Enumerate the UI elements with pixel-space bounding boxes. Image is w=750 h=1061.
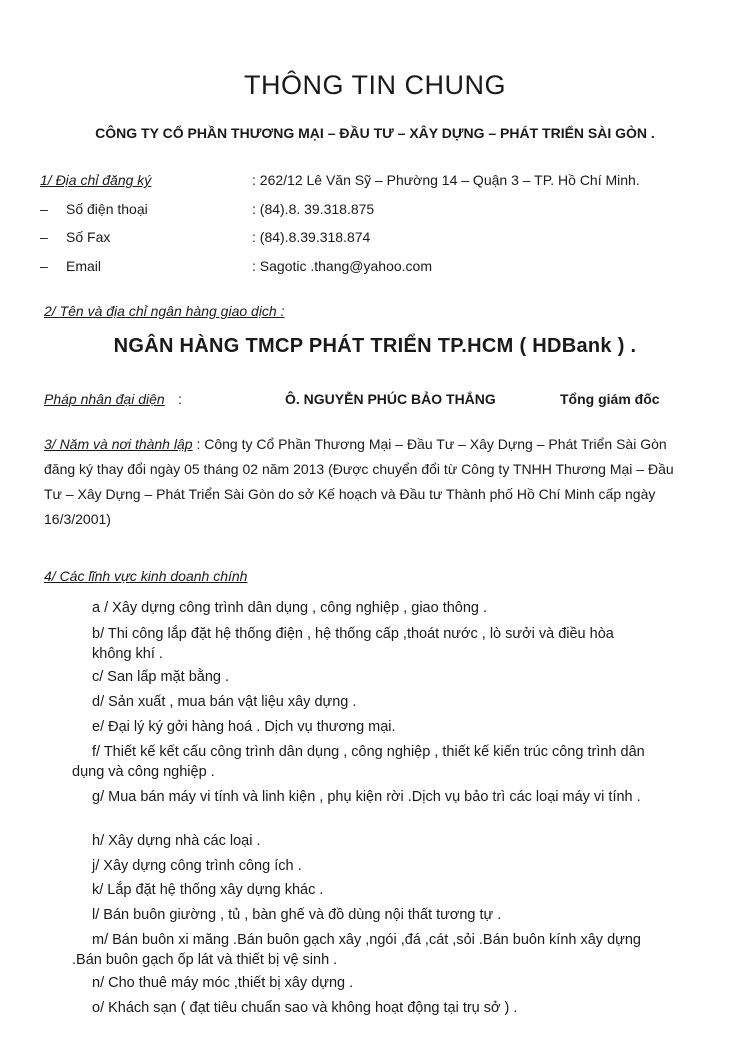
establishment-text: : Công ty Cổ Phần Thương Mại – Đầu Tư – Xây Dựng – Phát Triển Sài Gòn đăng ký thay đổi ngày 05 tháng 02 năm 2013 (Được chuyển đổi từ Công ty TNHH Thương Mại – Đầu Tư – Xây Dựng – Phát Triển Sài Gòn do sở Kế hoạch và Đầu tư Thành phố Hồ Chí Minh cấp ngày 16/3/2001) [44,436,674,527]
phone-label: Số điện thoại [66,201,148,217]
fax-value: : (84).8.39.318.874 [252,229,371,245]
address-value: : 262/12 Lê Văn Sỹ – Phường 14 – Quận 3 – TP. Hồ Chí Minh. [252,172,640,188]
business-item: e/ Đại lý ký gởi hàng hoá . Dịch vụ thương mại. [92,719,396,735]
business-item-text: b/ Thi công lắp đặt hệ thống điện , hệ thống cấp ,thoát nước , lò sưởi và điều hòa không khí . [92,626,614,662]
bank-name: NGÂN HÀNG TMCP PHÁT TRIỂN TP.HCM ( HDBank ) . [113,335,637,357]
address-label: 1/ Địa chỉ đăng ký [40,172,152,188]
business-item: k/ Lắp đặt hệ thống xây dựng khác . [92,882,324,898]
fax-bullet: – [40,229,48,245]
business-item: c/ San lấp mặt bằng . [92,669,230,685]
business-item: o/ Khách sạn ( đạt tiêu chuẩn sao và không hoạt động tại trụ sở ) . [92,1000,518,1016]
email-bullet: – [40,258,48,274]
establishment-label: 3/ Năm và nơi thành lập [44,436,193,452]
representative-position: Tổng giám đốc [560,391,660,407]
business-item: g/ Mua bán máy vi tính và linh kiện , phụ kiện rời .Dịch vụ bảo trì các loại máy vi tính . [92,789,641,805]
business-item: l/ Bán buôn giường , tủ , bàn ghế và đồ dùng nội thất tương tự . [92,907,502,923]
phone-bullet: – [40,201,48,217]
email-label: Email [66,258,102,274]
business-item: m/ Bán buôn xi măng .Bán buôn gạch xây ,ngói ,đá ,cát ,sỏi .Bán buôn kính xây dựng .Bán buôn gạch ốp lát và thiết bị vệ sinh . [72,932,641,968]
phone-value: : (84).8. 39.318.875 [252,201,375,217]
business-item: h/ Xây dựng nhà các loại . [92,833,261,849]
establishment-paragraph [44,432,674,532]
business-item [92,624,652,664]
page-title: THÔNG TIN CHUNG [244,70,506,100]
bank-label: 2/ Tên và địa chỉ ngân hàng giao dịch : [44,303,285,319]
business-item: j/ Xây dựng công trình công ích . [92,858,302,874]
business-label: 4/ Các lĩnh vực kinh doanh chính [44,568,248,584]
business-item: a / Xây dựng công trình dân dụng , công nghiệp , giao thông . [92,600,488,616]
business-item: d/ Sản xuất , mua bán vật liệu xây dựng . [92,694,357,710]
representative-colon: : [178,391,182,407]
representative-label: Pháp nhân đại diện [44,391,165,407]
company-name: CÔNG TY CỔ PHẦN THƯƠNG MẠI – ĐẦU TƯ – XÂY DỰNG – PHÁT TRIỂN SÀI GÒN . [95,125,655,141]
business-item: n/ Cho thuê máy móc ,thiết bị xây dựng . [92,975,354,991]
business-item: f/ Thiết kế kết cấu công trình dân dụng , công nghiệp , thiết kế kiến trúc công trình dân dụng và công nghiệp . [72,744,645,780]
fax-label: Số Fax [66,229,111,245]
representative-name: Ô. NGUYỄN PHÚC BẢO THẮNG [285,391,496,407]
email-value: : Sagotic .thang@yahoo.com [252,258,432,274]
